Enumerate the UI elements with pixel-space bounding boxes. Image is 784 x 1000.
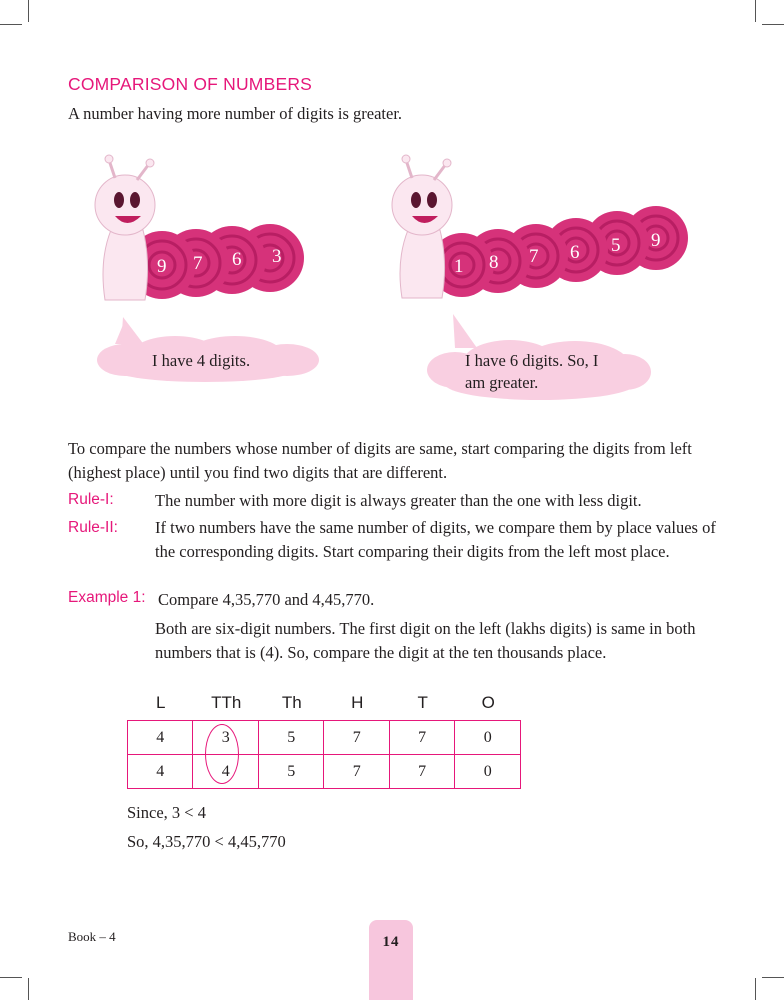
table-cell: 7 — [389, 755, 454, 789]
header-tens: T — [417, 693, 428, 712]
caterpillar-4-digits-illustration — [85, 150, 315, 310]
rule-2-text: If two numbers have the same number of digits, we compare them by place values of the corresponding digits. Start comparing their digits from the left most place. — [155, 518, 716, 561]
left-caterpillar-digit: 9 — [157, 256, 167, 277]
intro-text: A number having more number of digits is greater. — [68, 104, 403, 123]
place-value-headers — [128, 693, 521, 713]
right-caterpillar-digit: 5 — [611, 235, 621, 256]
table-cell: 5 — [258, 721, 323, 755]
table-cell: 5 — [258, 755, 323, 789]
header-hundreds: H — [351, 693, 364, 712]
section-heading: COMPARISON OF NUMBERS — [68, 74, 313, 94]
crop-mark — [0, 977, 22, 978]
conclusion-statement: So, 4,35,770 < 4,45,770 — [127, 832, 286, 851]
place-value-table — [127, 720, 521, 789]
header-thousands: Th — [281, 693, 302, 712]
rule-1-label: Rule-I: — [68, 491, 114, 508]
right-caterpillar-digit: 1 — [454, 256, 464, 277]
table-row — [128, 755, 521, 789]
table-cell: 7 — [324, 721, 389, 755]
table-cell: 4 — [193, 755, 258, 789]
table-cell: 4 — [128, 721, 193, 755]
right-caterpillar-digit: 6 — [570, 242, 580, 263]
footer-book-label: Book – 4 — [68, 929, 116, 944]
example-label: Example 1: — [68, 589, 146, 606]
speech-bubble-right-line2: am greater. — [465, 373, 539, 392]
table-cell: 0 — [455, 755, 521, 789]
speech-bubble-right-line1: I have 6 digits. So, I — [465, 351, 599, 370]
crop-mark — [755, 978, 756, 1000]
header-ones: O — [481, 693, 495, 712]
rule-1-text: The number with more digit is always greater than the one with less digit. — [155, 491, 642, 510]
highlight-circle — [205, 724, 239, 784]
right-caterpillar-digit: 9 — [651, 230, 661, 251]
crop-mark — [28, 0, 29, 22]
crop-mark — [0, 24, 22, 25]
example-text: Compare 4,35,770 and 4,45,770. — [158, 590, 375, 609]
left-caterpillar-digit: 3 — [272, 246, 282, 267]
table-cell: 0 — [455, 721, 521, 755]
rule-2-label: Rule-II: — [68, 519, 118, 536]
speech-bubble-left-text: I have 4 digits. — [152, 351, 251, 370]
table-cell: 3 — [193, 721, 258, 755]
comparison-paragraph: To compare the numbers whose number of digits are same, start comparing the digits from left (highest place) until you find two digits that are different. — [68, 439, 692, 482]
crop-mark — [28, 978, 29, 1000]
table-cell: 7 — [389, 721, 454, 755]
caterpillar-body — [430, 206, 688, 297]
left-caterpillar-digit: 6 — [232, 249, 242, 270]
caterpillar-head — [95, 155, 155, 300]
caterpillar-head — [392, 155, 452, 298]
right-caterpillar-digit: 8 — [489, 252, 499, 273]
table-cell: 4 — [128, 755, 193, 789]
crop-mark — [762, 24, 784, 25]
right-caterpillar-digit: 7 — [529, 246, 539, 267]
table-cell: 7 — [324, 755, 389, 789]
since-statement: Since, 3 < 4 — [127, 803, 206, 822]
left-caterpillar-digit: 7 — [193, 253, 203, 274]
header-lakhs: L — [156, 693, 166, 712]
table-row — [128, 721, 521, 755]
example-explanation: Both are six-digit numbers. The first digit on the left (lakhs digits) is same in both numbers that is (4). So, compare the digit at the ten thousands place. — [155, 619, 696, 662]
page-number: 14 — [382, 934, 400, 950]
crop-mark — [762, 977, 784, 978]
crop-mark — [755, 0, 756, 22]
page-number-tab — [369, 920, 413, 1000]
header-ten-thousands: TTh — [211, 693, 242, 712]
